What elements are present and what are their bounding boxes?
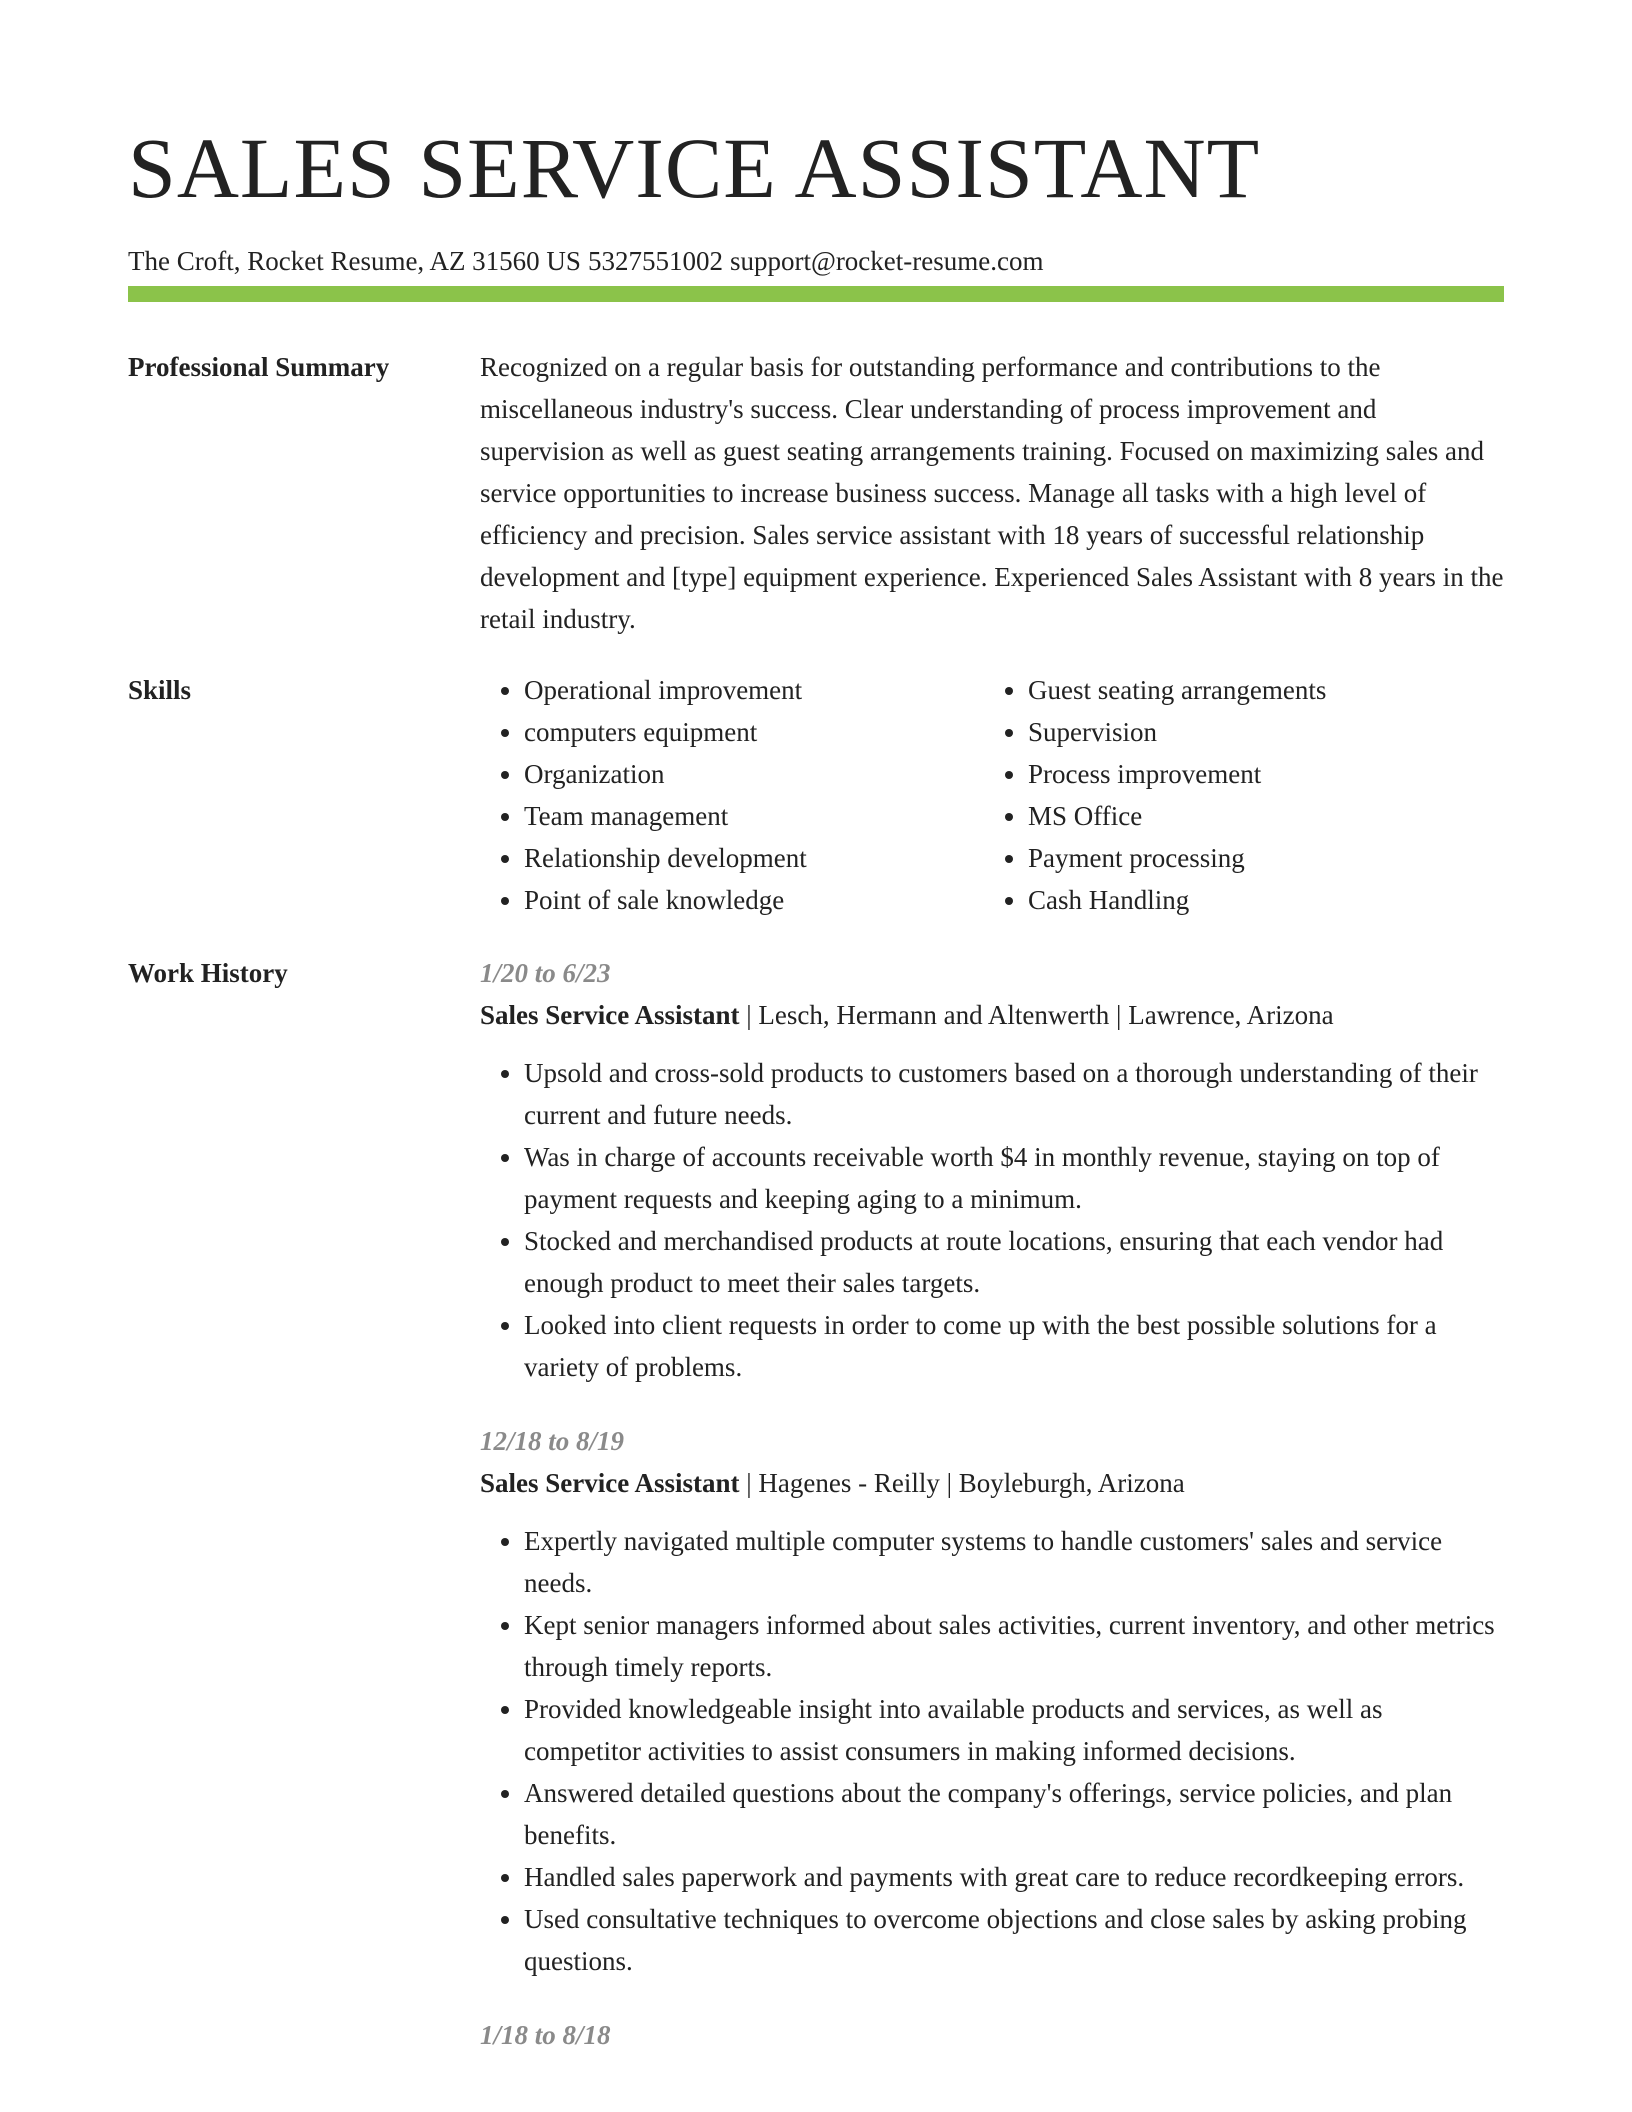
skill-item: • Organization bbox=[524, 753, 984, 795]
job-dates: 1/18 to 8/18 bbox=[480, 2020, 611, 2050]
header-accent-rule bbox=[128, 286, 1504, 302]
job-title: Sales Service Assistant bbox=[480, 1468, 740, 1498]
skills-body bbox=[480, 669, 1504, 921]
contact-line bbox=[128, 244, 1504, 278]
job-location: Boyleburgh, Arizona bbox=[958, 1468, 1185, 1498]
job-bullet: • Used consultative techniques to overcome objections and close sales by asking probing questions. bbox=[524, 1898, 1504, 1982]
skills-list-right bbox=[984, 669, 1488, 921]
job-dates: 12/18 to 8/19 bbox=[480, 1426, 625, 1456]
skill-item: • Team management bbox=[524, 795, 984, 837]
job-location: Lawrence, Arizona bbox=[1128, 1000, 1334, 1030]
skills-list-left bbox=[480, 669, 984, 921]
candidate-name: SALES SERVICE ASSISTANT bbox=[128, 120, 1261, 216]
job-entry bbox=[480, 1420, 1504, 1982]
job-heading-line bbox=[480, 1462, 1504, 1504]
contact-email: support@rocket-resume.com bbox=[729, 246, 1044, 276]
job-bullet-list bbox=[480, 1520, 1504, 1982]
separator: | bbox=[746, 1000, 752, 1030]
skill-item: • Process improvement bbox=[1028, 753, 1488, 795]
work-history-heading: Work History bbox=[128, 958, 288, 988]
job-title: Sales Service Assistant bbox=[480, 1000, 740, 1030]
job-company: Hagenes - Reilly bbox=[758, 1468, 940, 1498]
job-entry bbox=[480, 2014, 1504, 2056]
skill-item: • Guest seating arrangements bbox=[1028, 669, 1488, 711]
skills-heading: Skills bbox=[128, 675, 192, 705]
job-bullet: • Provided knowledgeable insight into available products and services, as well as competitor activities to assist consumers in making informed decisions. bbox=[524, 1688, 1504, 1772]
summary-heading: Professional Summary bbox=[128, 352, 390, 382]
resume-header bbox=[128, 118, 1504, 278]
skill-item: • Supervision bbox=[1028, 711, 1488, 753]
summary-text: Recognized on a regular basis for outstanding performance and contributions to the miscellaneous industry's success. Clear understanding of process improvement and supervision as well as guest seating arrangements training. Focused on maximizing sales and service opportunities to increase business success. Manage all tasks with a high level of efficiency and precision. Sales service assistant with 18 years of successful relationship development and [type] equipment experience. Experienced Sales Assistant with 8 years in the retail industry. bbox=[480, 352, 1504, 634]
skill-item: • Operational improvement bbox=[524, 669, 984, 711]
job-bullet: • Was in charge of accounts receivable worth $4 in monthly revenue, staying on top of payment requests and keeping aging to a minimum. bbox=[524, 1136, 1504, 1220]
skills-columns bbox=[480, 669, 1504, 921]
job-company: Lesch, Hermann and Altenwerth bbox=[758, 1000, 1110, 1030]
separator: | bbox=[946, 1468, 953, 1498]
job-bullet-list bbox=[480, 1052, 1504, 1388]
job-bullet: • Upsold and cross-sold products to customers based on a thorough understanding of their current and future needs. bbox=[524, 1052, 1504, 1136]
skill-item: • Cash Handling bbox=[1028, 879, 1488, 921]
skill-item: • Payment processing bbox=[1028, 837, 1488, 879]
job-bullet: • Stocked and merchandised products at route locations, ensuring that each vendor had enough product to meet their sales targets. bbox=[524, 1220, 1504, 1304]
contact-address: The Croft, Rocket Resume, AZ 31560 US bbox=[128, 246, 581, 276]
job-bullet: • Handled sales paperwork and payments with great care to reduce recordkeeping errors. bbox=[524, 1856, 1504, 1898]
separator: | bbox=[1116, 1000, 1122, 1030]
work-history-body bbox=[480, 952, 1504, 2088]
job-bullet: • Kept senior managers informed about sales activities, current inventory, and other metrics through timely reports. bbox=[524, 1604, 1504, 1688]
job-entry bbox=[480, 952, 1504, 1388]
job-dates: 1/20 to 6/23 bbox=[480, 958, 611, 988]
skill-item: • computers equipment bbox=[524, 711, 984, 753]
skill-item: • MS Office bbox=[1028, 795, 1488, 837]
job-bullet: • Answered detailed questions about the company's offerings, service policies, and plan benefits. bbox=[524, 1772, 1504, 1856]
summary-body bbox=[480, 346, 1504, 640]
contact-phone: 5327551002 bbox=[587, 246, 723, 276]
skill-item: • Point of sale knowledge bbox=[524, 879, 984, 921]
job-bullet: • Expertly navigated multiple computer systems to handle customers' sales and service needs. bbox=[524, 1520, 1504, 1604]
job-heading-line bbox=[480, 994, 1504, 1036]
skill-item: • Relationship development bbox=[524, 837, 984, 879]
separator: | bbox=[746, 1468, 752, 1498]
job-bullet: • Looked into client requests in order to come up with the best possible solutions for a variety of problems. bbox=[524, 1304, 1504, 1388]
